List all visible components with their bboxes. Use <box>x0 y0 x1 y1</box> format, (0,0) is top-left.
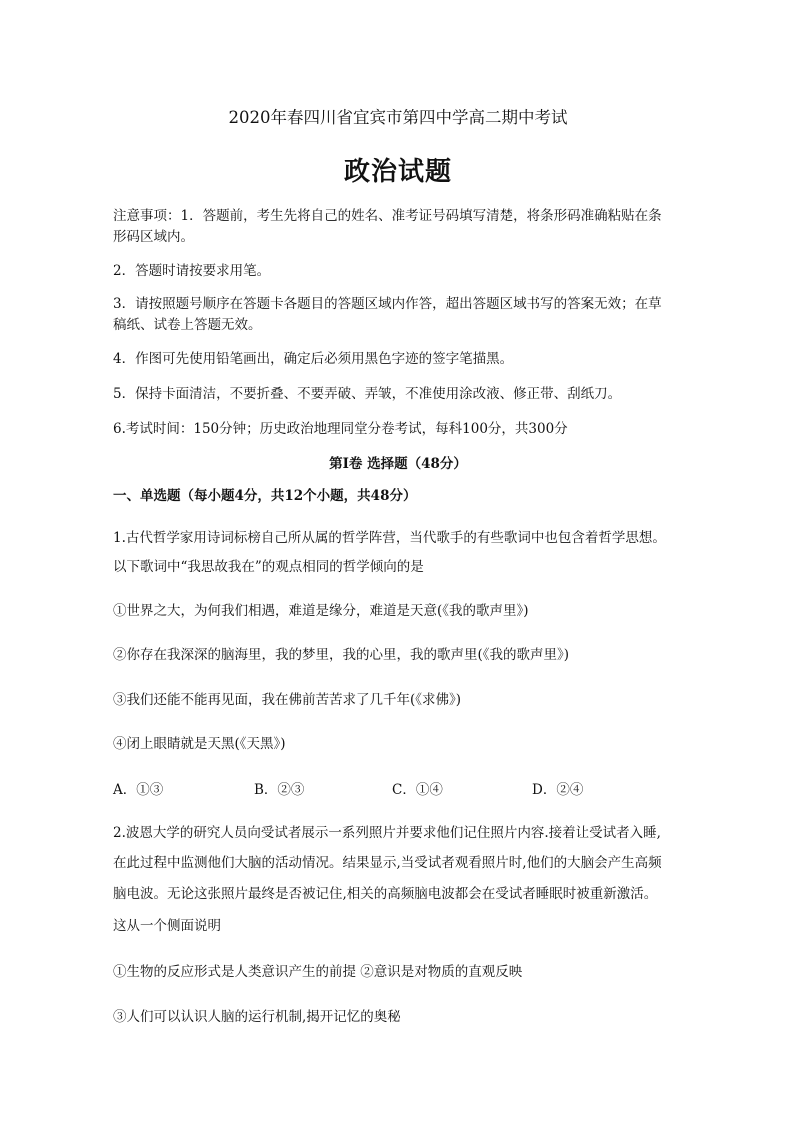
exam-page <box>113 0 683 1123</box>
q1-option-a: A．①③ <box>113 782 164 798</box>
notes-line-5: 5．保持卡面清洁，不要折叠、不要弄破、弄皱，不准使用涂改液、修正带、刮纸刀。 <box>113 386 622 402</box>
q1-option-c: C．①④ <box>392 782 443 798</box>
notes-line-4: 4．作图可先使用铅笔画出，确定后必须用黑色字迹的签字笔描黑。 <box>113 351 514 367</box>
section-heading: 一、单选题（每小题4分，共12个小题，共48分） <box>113 488 417 504</box>
q2-stem-c: 脑电波。无论这张照片最终是否被记住,相关的高频脑电波都会在受试者睡眠时被重新激活。 <box>113 886 658 902</box>
notes-line-3b: 稿纸、试卷上答题无效。 <box>113 317 262 333</box>
subject-title: 政治试题 <box>343 157 452 187</box>
part1-title: 第Ⅰ卷 选择题（48分） <box>329 456 467 472</box>
q1-item-1: ①世界之大，为何我们相遇，难道是缘分，难道是天意(《我的歌声里》) <box>113 603 529 619</box>
notes-line-6: 6.考试时间：150分钟；历史政治地理同堂分卷考试，每科100分，共300分 <box>113 421 568 437</box>
notes-line-1b: 形码区域内。 <box>113 229 194 245</box>
q1-item-4: ④闭上眼睛就是天黑(《天黑》) <box>113 736 286 752</box>
q1-option-b: B．②③ <box>254 782 305 798</box>
q1-stem-a: 1.古代哲学家用诗词标榜自己所从属的哲学阵营，当代歌手的有些歌词中也包含着哲学思想。 <box>113 530 666 546</box>
q1-item-3: ③我们还能不能再见面，我在佛前苦苦求了几千年(《求佛》) <box>113 692 462 708</box>
q2-stem-d: 这从一个侧面说明 <box>113 918 221 934</box>
exam-title: 2020年春四川省宜宾市第四中学高二期中考试 <box>228 108 568 127</box>
notes-line-2: 2．答题时请按要求用笔。 <box>113 263 271 279</box>
q2-item-1-2: ①生物的反应形式是人类意识产生的前提 ②意识是对物质的直观反映 <box>113 964 523 980</box>
q1-item-2: ②你存在我深深的脑海里，我的梦里，我的心里，我的歌声里(《我的歌声里》) <box>113 647 570 663</box>
notes-line-3a: 3．请按照题号顺序在答题卡各题目的答题区域内作答，超出答题区域书写的答案无效；在草 <box>113 296 662 312</box>
q1-option-d: D．②④ <box>532 782 584 798</box>
q2-item-3: ③人们可以认识人脑的运行机制,揭开记忆的奥秘 <box>113 1009 401 1025</box>
q1-stem-b: 以下歌词中“我思故我在”的观点相同的哲学倾向的是 <box>113 559 424 575</box>
q2-stem-b: 在此过程中监测他们大脑的活动情况。结果显示,当受试者观看照片时,他们的大脑会产生高频 <box>113 855 662 871</box>
notes-line-1: 注意事项：1．答题前，考生先将自己的姓名、准考证号码填写清楚，将条形码准确粘贴在条 <box>113 208 662 224</box>
q2-stem-a: 2.波恩大学的研究人员向受试者展示一系列照片并要求他们记住照片内容.接着让受试者入睡, <box>113 825 661 841</box>
